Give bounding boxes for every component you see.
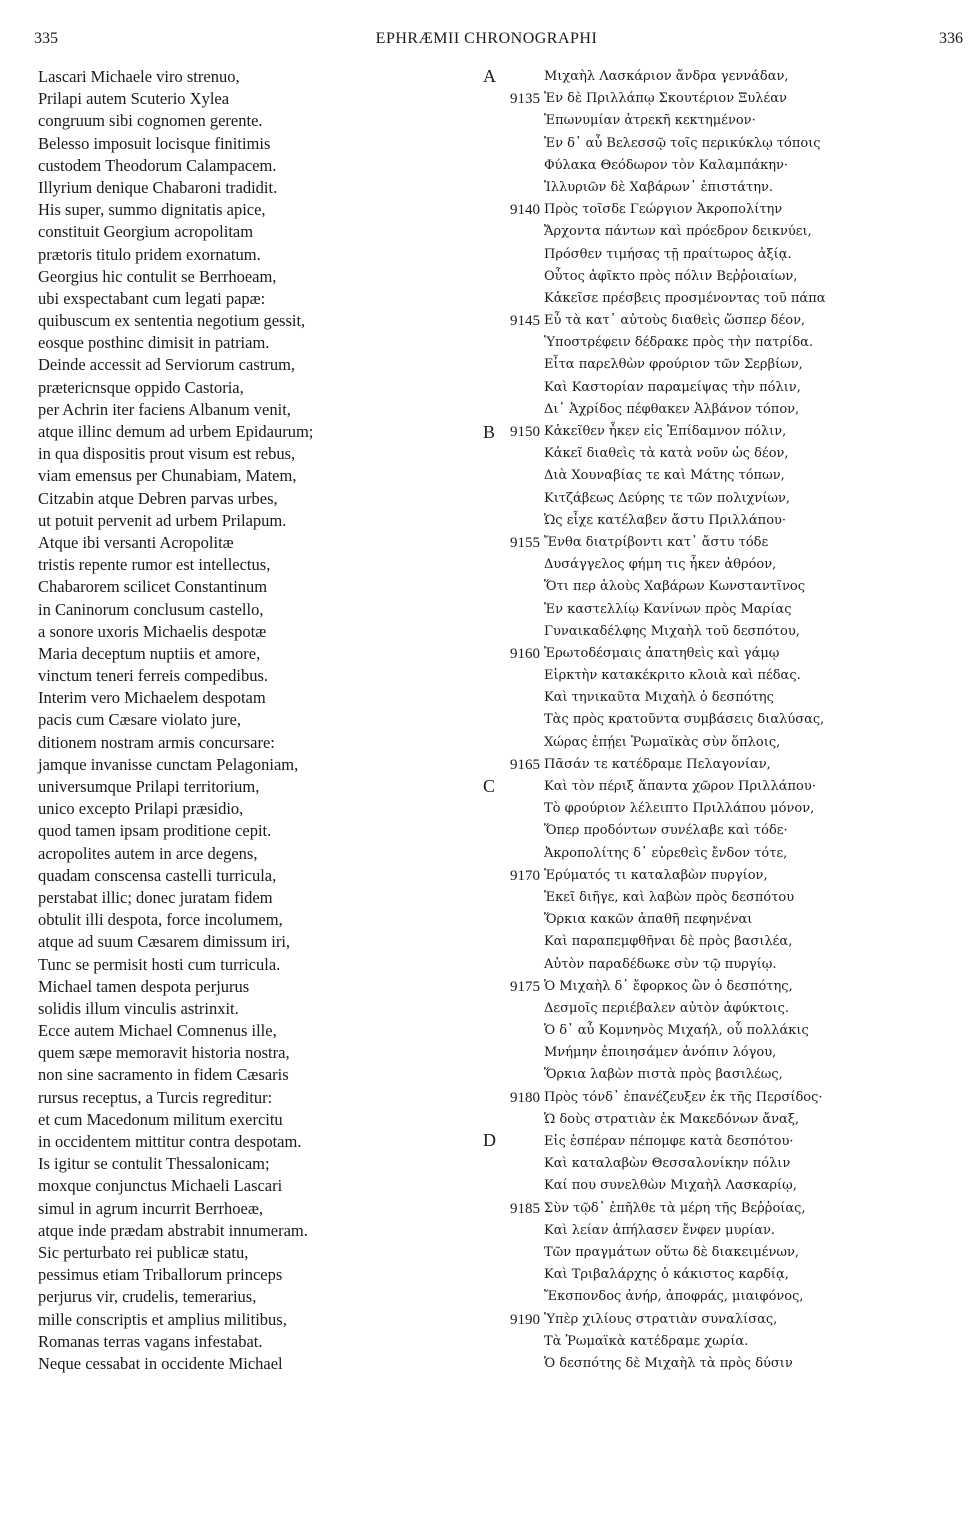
greek-line: [480, 1109, 970, 1131]
greek-verse-text: Ἐν δὲ Πριλλάπῳ Σκουτέριον Ξυλέαν: [544, 91, 787, 107]
greek-line: [480, 820, 970, 842]
verse-number: 9155: [510, 534, 540, 551]
greek-line: [480, 599, 970, 621]
greek-verse-text: Φύλακα Θεόδωρον τὸν Καλαμπάκην·: [544, 157, 789, 173]
greek-line: [480, 754, 970, 776]
latin-line: congruum sibi cognomen gerente.: [38, 111, 263, 131]
greek-line: [480, 221, 970, 243]
verse-number: 9190: [510, 1311, 540, 1328]
greek-verse-text: Ἐπωνυμίαν ἀτρεκῆ κεκτημένον·: [544, 113, 756, 129]
greek-line: [480, 576, 970, 598]
greek-line: [480, 421, 970, 443]
latin-line: Neque cessabat in occidente Michael: [38, 1353, 283, 1373]
greek-verse-text: Διὰ Χουναβίας τε καὶ Μάτης τόπων,: [544, 468, 785, 484]
latin-line: moxque conjunctus Michaeli Lascari: [38, 1176, 283, 1196]
latin-line: unico excepto Prilapi præsidio,: [38, 799, 244, 819]
verse-number: 9185: [510, 1200, 540, 1217]
latin-line: custodem Theodorum Calampacem.: [38, 155, 277, 175]
verse-number: 9160: [510, 645, 540, 662]
greek-line: [480, 244, 970, 266]
greek-line: [480, 1020, 970, 1042]
latin-line: ut potuit pervenit ad urbem Prilapum.: [38, 510, 287, 530]
latin-line: Sic perturbato rei publicæ statu,: [38, 1242, 249, 1262]
greek-verse-text: Καὶ τὸν πέριξ ἅπαντα χῶρον Πριλλάπου·: [544, 779, 816, 794]
greek-line: [480, 931, 970, 953]
section-marker-b: B: [483, 422, 496, 442]
greek-column: [480, 66, 970, 1375]
greek-verse-text: Σὺν τῷδ᾽ ἐπῆλθε τὰ μέρη τῆς Βεῤῥοίας,: [544, 1200, 806, 1216]
greek-verse-text: Οὗτος ἀφῖκτο πρὸς πόλιν Βεῤῥοιαίων,: [544, 268, 798, 284]
greek-verse-text: Ἀκροπολίτης δ᾽ εὑρεθεὶς ἔνδον τότε,: [544, 845, 788, 861]
latin-line: prætericnsque oppido Castoria,: [38, 377, 244, 397]
verse-number: 9140: [510, 202, 540, 219]
greek-verse-text: Πρὸς τοῖσδε Γεώργιον Ἀκροπολίτην: [544, 202, 783, 218]
greek-line: [480, 532, 970, 554]
greek-verse-text: Ὅρκια λαβὼν πιστὰ πρὸς βασιλέως,: [544, 1067, 783, 1083]
latin-line: atque ad suum Cæsarem dimissum iri,: [38, 932, 291, 952]
greek-verse-text: Ὅρκια κακῶν ἀπαθῆ πεφηνέναι: [544, 912, 753, 928]
greek-line: [480, 488, 970, 510]
verse-number: 9165: [510, 756, 540, 773]
verse-number: 9175: [510, 978, 540, 995]
latin-line: non sine sacramento in fidem Cæsaris: [38, 1065, 289, 1085]
greek-verse-text: Τὸ φρούριον λέλειπτο Πριλλάπου μόνον,: [544, 801, 815, 817]
greek-line: [480, 732, 970, 754]
latin-line: constituit Georgium acropolitam: [38, 222, 254, 242]
greek-line: [480, 266, 970, 288]
latin-line: et cum Macedonum militum exercitu: [38, 1109, 283, 1129]
greek-verse-text: Ἐκεῖ διῆγε, καὶ λαβὼν πρὸς δεσπότου: [544, 889, 795, 905]
latin-line: vinctum teneri ferreis compedibus.: [38, 666, 269, 686]
greek-verse-text: Κἀκεῖσε πρέσβεις προσμένοντας τοῦ πάπα: [544, 290, 826, 306]
greek-line: [480, 332, 970, 354]
greek-verse-text: Ἐρύματός τι καταλαβὼν πυργίον,: [544, 867, 768, 883]
latin-line: acropolites autem in arce degens,: [38, 843, 258, 863]
latin-line: atque illinc demum ad urbem Epidaurum;: [38, 422, 314, 441]
greek-verse-text: Δι᾽ Ἀχρίδος πέφθακεν Ἀλβάνον τόπον,: [544, 401, 800, 417]
greek-verse-text: Ὅπερ προδόντων συνέλαβε καὶ τόδε·: [544, 823, 788, 839]
latin-line: atque inde prædam abstrabit innumeram.: [38, 1220, 308, 1240]
verse-number: 9150: [510, 424, 540, 440]
greek-line: [480, 998, 970, 1020]
latin-line: Deinde accessit ad Serviorum castrum,: [38, 355, 296, 375]
greek-verse-text: Ὡς εἶχε κατέλαβεν ἄστυ Πριλλάπου·: [544, 512, 787, 528]
greek-verse-text: Κιτζάβεως Δεύρης τε τῶν πολιχνίων,: [544, 490, 791, 506]
greek-line: [480, 199, 970, 221]
greek-line: [480, 1042, 970, 1064]
greek-line: [480, 133, 970, 155]
greek-verse-text: Εἱρκτὴν κατακέκριτο κλοιὰ καὶ πέδας.: [544, 668, 801, 684]
greek-verse-text: Αὐτὸν παραδέδωκε σὺν τῷ πυργίῳ.: [544, 956, 777, 972]
verse-number: 9170: [510, 867, 540, 884]
greek-verse-text: Ὑπὲρ χιλίους στρατιὰν συναλίσας,: [544, 1311, 778, 1327]
greek-verse-text: Καὶ Καστορίαν παραμείψας τὴν πόλιν,: [544, 379, 801, 395]
latin-line: in Caninorum conclusum castello,: [38, 599, 264, 619]
greek-verse-text: Ὁ δεσπότης δὲ Μιχαὴλ τὰ πρὸς δύσιν: [544, 1355, 793, 1371]
page-number-right: 336: [939, 30, 963, 47]
greek-line: [480, 399, 970, 421]
greek-line: [480, 1198, 970, 1220]
greek-line: [480, 643, 970, 665]
section-marker-c: C: [483, 776, 496, 796]
greek-line: [480, 1353, 970, 1375]
latin-line: quem sæpe memoravit historia nostra,: [38, 1043, 290, 1063]
greek-line: [480, 1131, 970, 1153]
greek-verse-text: Ἰλλυριῶν δὲ Χαβάρων᾽ ἐπιστάτην.: [544, 179, 774, 195]
greek-verse-text: Ἔκσπονδος ἀνήρ, ἀποφράς, μιαιφόνος,: [544, 1289, 804, 1305]
greek-verse-text: Πᾶσάν τε κατέδραμε Πελαγονίαν,: [544, 756, 771, 772]
latin-line: Lascari Michaele viro strenuo,: [38, 67, 240, 86]
greek-line: [480, 288, 970, 310]
greek-verse-text: Ὑποστρέφειν δέδρακε πρὸς τὴν πατρίδα.: [544, 335, 814, 351]
greek-line: [480, 554, 970, 576]
greek-line: [480, 621, 970, 643]
greek-verse-text: Εὖ τὰ κατ᾽ αὐτοὺς διαθεὶς ὥσπερ δέον,: [544, 313, 806, 329]
latin-line: Prilapi autem Scuterio Xylea: [38, 89, 230, 109]
latin-line: Tunc se permisit hosti cum turricula.: [38, 954, 281, 974]
latin-line: Michael tamen despota perjurus: [38, 976, 250, 996]
greek-verse-text: Ὡ δοὺς στρατιὰν ἐκ Μακεδόνων ἄναξ,: [544, 1111, 800, 1127]
greek-line: [480, 954, 970, 976]
greek-line: [480, 976, 970, 998]
greek-verse-text: Εἰς ἑσπέραν πέπομφε κατὰ δεσπότου·: [544, 1134, 794, 1149]
running-title: EPHRÆMII CHRONOGRAPHI: [375, 30, 598, 47]
latin-line: mille conscriptis et amplius militibus,: [38, 1309, 287, 1329]
greek-line: [480, 510, 970, 532]
latin-line: Georgius hic contulit se Berrhoeam,: [38, 266, 277, 286]
greek-line: [480, 1242, 970, 1264]
greek-verse-text: Ὁ δ᾽ αὖ Κομνηνὸς Μιχαήλ, οὗ πολλάκις: [544, 1023, 809, 1039]
greek-verse-text: Ἐν δ᾽ αὖ Βελεσσῷ τοῖς περικύκλῳ τόποις: [544, 135, 821, 151]
greek-line: [480, 354, 970, 376]
latin-column: [38, 66, 478, 1375]
latin-line: a sonore uxoris Michaelis despotæ: [38, 621, 267, 641]
section-marker-d: D: [483, 1130, 496, 1150]
latin-line: jamque invanisse cunctam Pelagoniam,: [38, 754, 299, 774]
greek-verse-text: Εἶτα παρελθὼν φρούριον τῶν Σερβίων,: [544, 357, 803, 373]
greek-verse-text: Ἔνθα διατρίβοντι κατ᾽ ἄστυ τόδε: [544, 534, 769, 550]
latin-line: Interim vero Michaelem despotam: [38, 688, 266, 708]
greek-line: [480, 1220, 970, 1242]
latin-line: perjurus vir, crudelis, temerarius,: [38, 1287, 257, 1307]
latin-line: tristis repente rumor est intellectus,: [38, 555, 271, 575]
greek-verse-text: Τὰ Ῥωμαϊκὰ κατέδραμε χωρία.: [544, 1333, 749, 1349]
latin-line: quod tamen ipsam proditione cepit.: [38, 821, 272, 841]
greek-verse-text: Πρόσθεν τιμήσας τῇ πραίτωρος ἀξίᾳ.: [544, 246, 792, 262]
greek-verse-text: Καὶ τηνικαῦτα Μιχαὴλ ὁ δεσπότης: [544, 690, 774, 706]
greek-verse-text: Δεσμοῖς περιέβαλεν αὐτὸν ἀφύκτοις.: [544, 1000, 790, 1016]
greek-verse-text: Τὰς πρὸς κρατοῦντα συμβάσεις διαλύσας,: [544, 712, 825, 728]
greek-line: [480, 1175, 970, 1197]
latin-line: ditionem nostram armis concursare:: [38, 732, 275, 752]
latin-line: quadam conscensa castelli turricula,: [38, 865, 277, 885]
latin-line: quibuscum ex sententia negotium gessit,: [38, 311, 306, 331]
greek-line: [480, 155, 970, 177]
latin-line: per Achrin iter faciens Albanum venit,: [38, 399, 291, 419]
greek-line: [480, 177, 970, 199]
greek-verse-text: Ἄρχοντα πάντων καὶ πρόεδρον δεικνύει,: [544, 224, 812, 240]
greek-line: [480, 310, 970, 332]
greek-line: [480, 1087, 970, 1109]
greek-line: [480, 776, 970, 798]
greek-line: [480, 909, 970, 931]
greek-verse-text: Καὶ λείαν ἀπήλασεν ἔνφεν μυρίαν.: [544, 1222, 776, 1238]
greek-line: [480, 1331, 970, 1353]
greek-verse-text: Τῶν πραγμάτων οὕτω δὲ διακειμένων,: [544, 1244, 800, 1260]
latin-line: Ecce autem Michael Comnenus ille,: [38, 1021, 277, 1041]
greek-verse-text: Καὶ καταλαβὼν Θεσσαλονίκην πόλιν: [544, 1156, 791, 1172]
greek-line: [480, 377, 970, 399]
greek-line: [480, 88, 970, 110]
latin-line: viam emensus per Chunabiam, Matem,: [38, 466, 297, 486]
verse-number: 9145: [510, 313, 540, 330]
greek-line: [480, 66, 970, 88]
latin-line: Illyrium denique Chabaroni tradidit.: [38, 177, 278, 197]
greek-verse-text: Μιχαὴλ Λασκάριον ἄνδρα γεννάδαν,: [544, 69, 789, 84]
latin-line: Chabarorem scilicet Constantinum: [38, 577, 268, 597]
greek-line: [480, 798, 970, 820]
latin-line: Atque ibi versanti Acropolitæ: [38, 532, 234, 552]
latin-line: Is igitur se contulit Thessalonicam;: [38, 1154, 270, 1174]
greek-verse-text: Μνήμην ἐποιησάμεν ἀνόπιν λόγου,: [544, 1045, 777, 1061]
latin-line: Belesso imposuit locisque finitimis: [38, 133, 271, 153]
greek-line: [480, 887, 970, 909]
verse-number: 9135: [510, 91, 540, 108]
latin-line: perstabat illic; donec juratam fidem: [38, 887, 273, 907]
latin-line: in qua dispositis prout visum est rebus,: [38, 444, 296, 464]
latin-line: Romanas terras vagans infestabat.: [38, 1331, 263, 1351]
latin-line: eosque posthinc dimisit in patriam.: [38, 333, 270, 353]
greek-verse-text: Ἐρωτοδέσμαις ἀπατηθεὶς καὶ γάμῳ: [544, 645, 780, 661]
greek-line: [480, 1264, 970, 1286]
greek-line: [480, 709, 970, 731]
greek-verse-text: Χώρας ἐπῄει Ῥωμαϊκὰς σὺν ὅπλοις,: [544, 734, 781, 750]
latin-line: pacis cum Cæsare violato jure,: [38, 710, 241, 730]
greek-verse-text: Πρὸς τόνδ᾽ ἐπανέζευξεν ἐκ τῆς Περσίδος·: [544, 1089, 823, 1105]
greek-line: [480, 1309, 970, 1331]
greek-verse-text: Δυσάγγελος φήμη τις ἧκεν ἀθρόον,: [544, 557, 777, 573]
greek-verse-text: Κἀκεῖ διαθεὶς τὰ κατὰ νοῦν ὡς δέον,: [544, 446, 789, 462]
latin-line: prætoris titulo pridem exornatum.: [38, 244, 261, 264]
section-marker-a: A: [483, 66, 496, 86]
greek-line: [480, 1153, 970, 1175]
greek-line: [480, 465, 970, 487]
latin-line: pessimus etiam Triballorum princeps: [38, 1265, 283, 1285]
greek-verse-text: Ὁ Μιχαὴλ δ᾽ ἔφορκος ὢν ὁ δεσπότης,: [544, 978, 793, 994]
greek-verse-text: Καί που συνελθὼν Μιχαὴλ Λασκαρίῳ,: [544, 1178, 797, 1194]
latin-line: obtulit illi despota, force incolumem,: [38, 910, 283, 930]
greek-verse-text: Καὶ παραπεμφθῆναι δὲ πρὸς βασιλέα,: [544, 934, 793, 950]
greek-verse-text: Γυναικαδέλφης Μιχαὴλ τοῦ δεσπότου,: [544, 623, 800, 639]
latin-line: solidis illum vinculis astrinxit.: [38, 998, 239, 1018]
greek-verse-text: Ἐν καστελλίῳ Κανίνων πρὸς Μαρίας: [544, 601, 792, 617]
greek-verse-text: Ὅτι περ ἁλοὺς Χαβάρων Κωνσταντῖνος: [544, 579, 806, 595]
greek-line: [480, 443, 970, 465]
greek-line: [480, 843, 970, 865]
latin-line: in occidentem mittitur contra despotam.: [38, 1132, 302, 1151]
latin-line: Citzabin atque Debren parvas urbes,: [38, 488, 278, 508]
greek-line: [480, 110, 970, 132]
greek-line: [480, 665, 970, 687]
latin-line: Maria deceptum nuptiis et amore,: [38, 643, 261, 663]
greek-line: [480, 1286, 970, 1308]
latin-line: His super, summo dignitatis apice,: [38, 200, 266, 220]
greek-line: [480, 1064, 970, 1086]
latin-line: universumque Prilapi territorium,: [38, 777, 260, 796]
greek-verse-text: Κἀκεῖθεν ἧκεν εἰς Ἐπίδαμνον πόλιν,: [544, 424, 787, 439]
latin-line: simul in agrum incurrit Berrhoeæ,: [38, 1198, 263, 1218]
latin-line: rursus receptus, a Turcis regreditur:: [38, 1087, 273, 1107]
greek-verse-text: Καὶ Τριβαλάρχης ὁ κάκιστος καρδίᾳ,: [544, 1267, 789, 1283]
page-number-left: 335: [34, 30, 58, 47]
page-header: [0, 30, 973, 54]
latin-line: ubi exspectabant cum legati papæ:: [38, 288, 266, 308]
greek-line: [480, 687, 970, 709]
greek-line: [480, 865, 970, 887]
verse-number: 9180: [510, 1089, 540, 1106]
